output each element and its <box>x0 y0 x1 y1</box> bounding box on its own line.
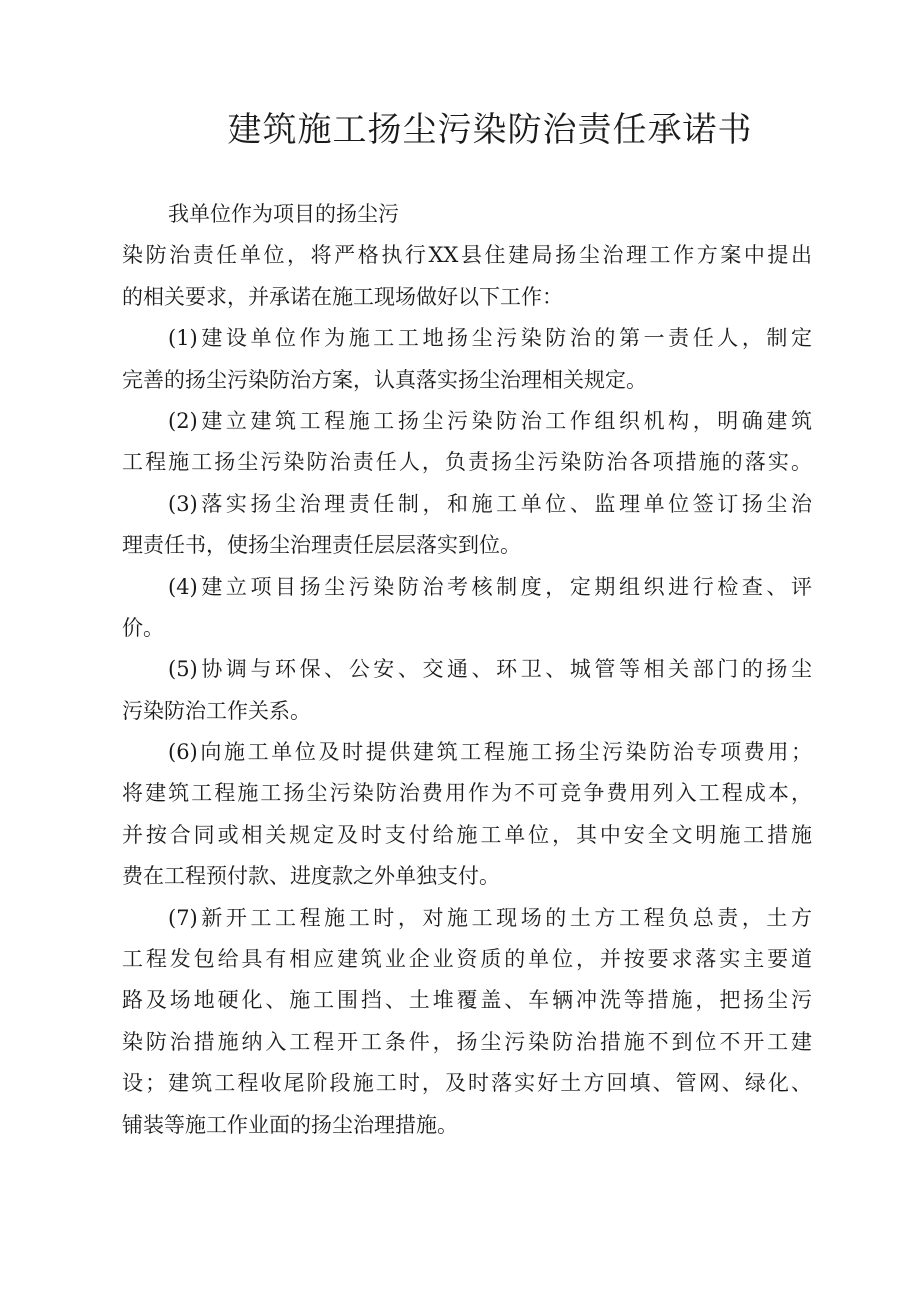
paragraph-line: 染防治措施纳入工程开工条件，扬尘污染防治措施不到位不开工建 <box>122 1029 812 1054</box>
paragraph-line: 价。 <box>122 615 164 640</box>
paragraph-line: 理责任书，使扬尘治理责任层层落实到位。 <box>122 533 521 558</box>
paragraph-line: 完善的扬尘污染防治方案，认真落实扬尘治理相关规定。 <box>122 367 647 392</box>
paragraph-line: 路及场地硬化、施工围挡、土堆覆盖、车辆冲洗等措施，把扬尘污 <box>122 988 812 1013</box>
commitment-item-3 <box>122 484 812 567</box>
commitment-item-7 <box>122 898 812 1146</box>
paragraph-line: 的相关要求，并承诺在施工现场做好以下工作： <box>122 284 563 309</box>
paragraph-line: (4)建立项目扬尘污染防治考核制度，定期组织进行检查、评 <box>168 574 812 599</box>
paragraph-line: (5)协调与环保、公安、交通、环卫、城管等相关部门的扬尘 <box>168 657 812 682</box>
commitment-item-6 <box>122 732 812 898</box>
intro-paragraph <box>122 194 812 318</box>
paragraph-line: (7)新开工工程施工时，对施工现场的土方工程负总责，土方 <box>168 905 812 930</box>
paragraph-line: 将建筑工程施工扬尘污染防治费用作为不可竞争费用列入工程成本， <box>122 781 812 806</box>
paragraph-line: 染防治责任单位，将严格执行XX县住建局扬尘治理工作方案中提出 <box>122 243 812 268</box>
paragraph-line: 铺装等施工作业面的扬尘治理措施。 <box>122 1112 458 1137</box>
paragraph-line: (2)建立建筑工程施工扬尘污染防治工作组织机构，明确建筑 <box>168 408 812 433</box>
commitment-item-2 <box>122 401 812 484</box>
document-title: 建筑施工扬尘污染防治责任承诺书 <box>227 110 753 150</box>
commitment-item-4 <box>122 567 812 650</box>
paragraph-line: 工程发包给具有相应建筑业企业资质的单位，并按要求落实主要道 <box>122 947 812 972</box>
paragraph-line: 工程施工扬尘污染防治责任人，负责扬尘污染防治各项措施的落实。 <box>122 450 812 475</box>
paragraph-line: (1)建设单位作为施工工地扬尘污染防治的第一责任人，制定 <box>168 326 812 351</box>
paragraph-line: 污染防治工作关系。 <box>122 698 311 723</box>
paragraph-line: 费在工程预付款、进度款之外单独支付。 <box>122 864 500 889</box>
paragraph-line: 设；建筑工程收尾阶段施工时，及时落实好土方回填、管网、绿化、 <box>122 1071 812 1096</box>
commitment-item-5 <box>122 649 812 732</box>
paragraph-line: (6)向施工单位及时提供建筑工程施工扬尘污染防治专项费用； <box>168 740 812 765</box>
paragraph-line: (3)落实扬尘治理责任制，和施工单位、监理单位签订扬尘治 <box>168 491 812 516</box>
paragraph-line: 我单位作为项目的扬尘污 <box>168 202 399 226</box>
commitment-item-1 <box>122 318 812 401</box>
paragraph-line: 并按合同或相关规定及时支付给施工单位，其中安全文明施工措施 <box>122 822 812 847</box>
document-body <box>122 194 812 1146</box>
